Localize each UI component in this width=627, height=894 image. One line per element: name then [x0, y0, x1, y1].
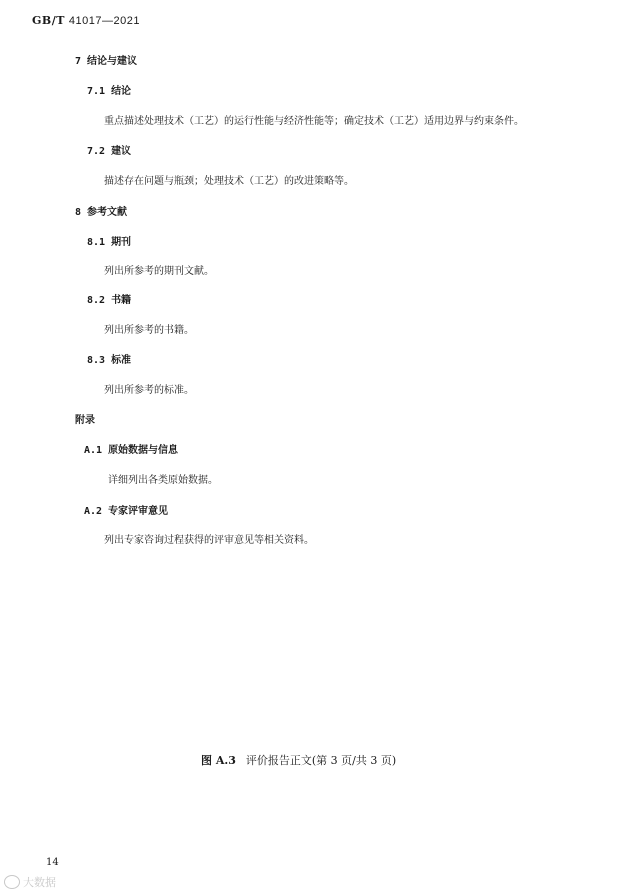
section-number: A.2	[84, 506, 103, 517]
section-title: 专家评审意见	[108, 506, 169, 517]
section-title: 书籍	[111, 295, 132, 306]
section-8-1-heading	[87, 236, 131, 250]
appendix-a2-body: 列出专家咨询过程获得的评审意见等相关资料。	[104, 535, 314, 546]
watermark-text: 大数据	[23, 876, 56, 889]
section-7-1-body: 重点描述处理技术（工艺）的运行性能与经济性能等；确定技术（工艺）适用边界与约束条件。	[104, 116, 524, 127]
section-7-2-body: 描述存在问题与瓶颈；处理技术（工艺）的改进策略等。	[104, 176, 354, 187]
section-title: 结论与建议	[87, 56, 138, 67]
page-number: 14	[46, 857, 59, 868]
section-title: 标准	[111, 355, 132, 366]
standard-number: 41017—2021	[68, 15, 140, 27]
section-number: 8.3	[87, 355, 106, 366]
standard-code: GB/T	[32, 14, 65, 27]
section-number: 7	[75, 56, 82, 67]
section-8-3-heading	[87, 354, 131, 368]
section-8-2-body: 列出所参考的书籍。	[104, 325, 194, 336]
section-8-heading	[75, 206, 127, 220]
section-8-3-body: 列出所参考的标准。	[104, 385, 194, 396]
section-7-2-heading	[87, 145, 131, 159]
section-number: 8.1	[87, 237, 106, 248]
section-number: A.1	[84, 445, 103, 456]
appendix-a1-heading	[84, 444, 178, 458]
figure-title: 评价报告正文(第 3 页/共 3 页)	[245, 754, 397, 767]
section-number: 7.1	[87, 86, 106, 97]
appendix-heading: 附录	[75, 415, 95, 426]
section-title: 期刊	[111, 237, 132, 248]
section-title: 原始数据与信息	[108, 445, 179, 456]
section-7-1-heading	[87, 85, 131, 99]
watermark	[4, 874, 56, 890]
section-8-1-body: 列出所参考的期刊文献。	[104, 266, 214, 277]
figure-label: 图 A.3	[201, 754, 236, 767]
section-number: 7.2	[87, 146, 106, 157]
section-number: 8.2	[87, 295, 106, 306]
section-7-heading	[75, 55, 137, 69]
watermark-logo-icon	[4, 875, 20, 889]
appendix-a1-body: 详细列出各类原始数据。	[108, 475, 218, 486]
section-title: 建议	[111, 146, 132, 157]
standard-header	[32, 14, 140, 27]
appendix-a2-heading	[84, 505, 168, 519]
figure-caption	[201, 754, 396, 768]
section-number: 8	[75, 207, 82, 218]
section-8-2-heading	[87, 294, 131, 308]
section-title: 结论	[111, 86, 132, 97]
section-title: 参考文献	[87, 207, 128, 218]
